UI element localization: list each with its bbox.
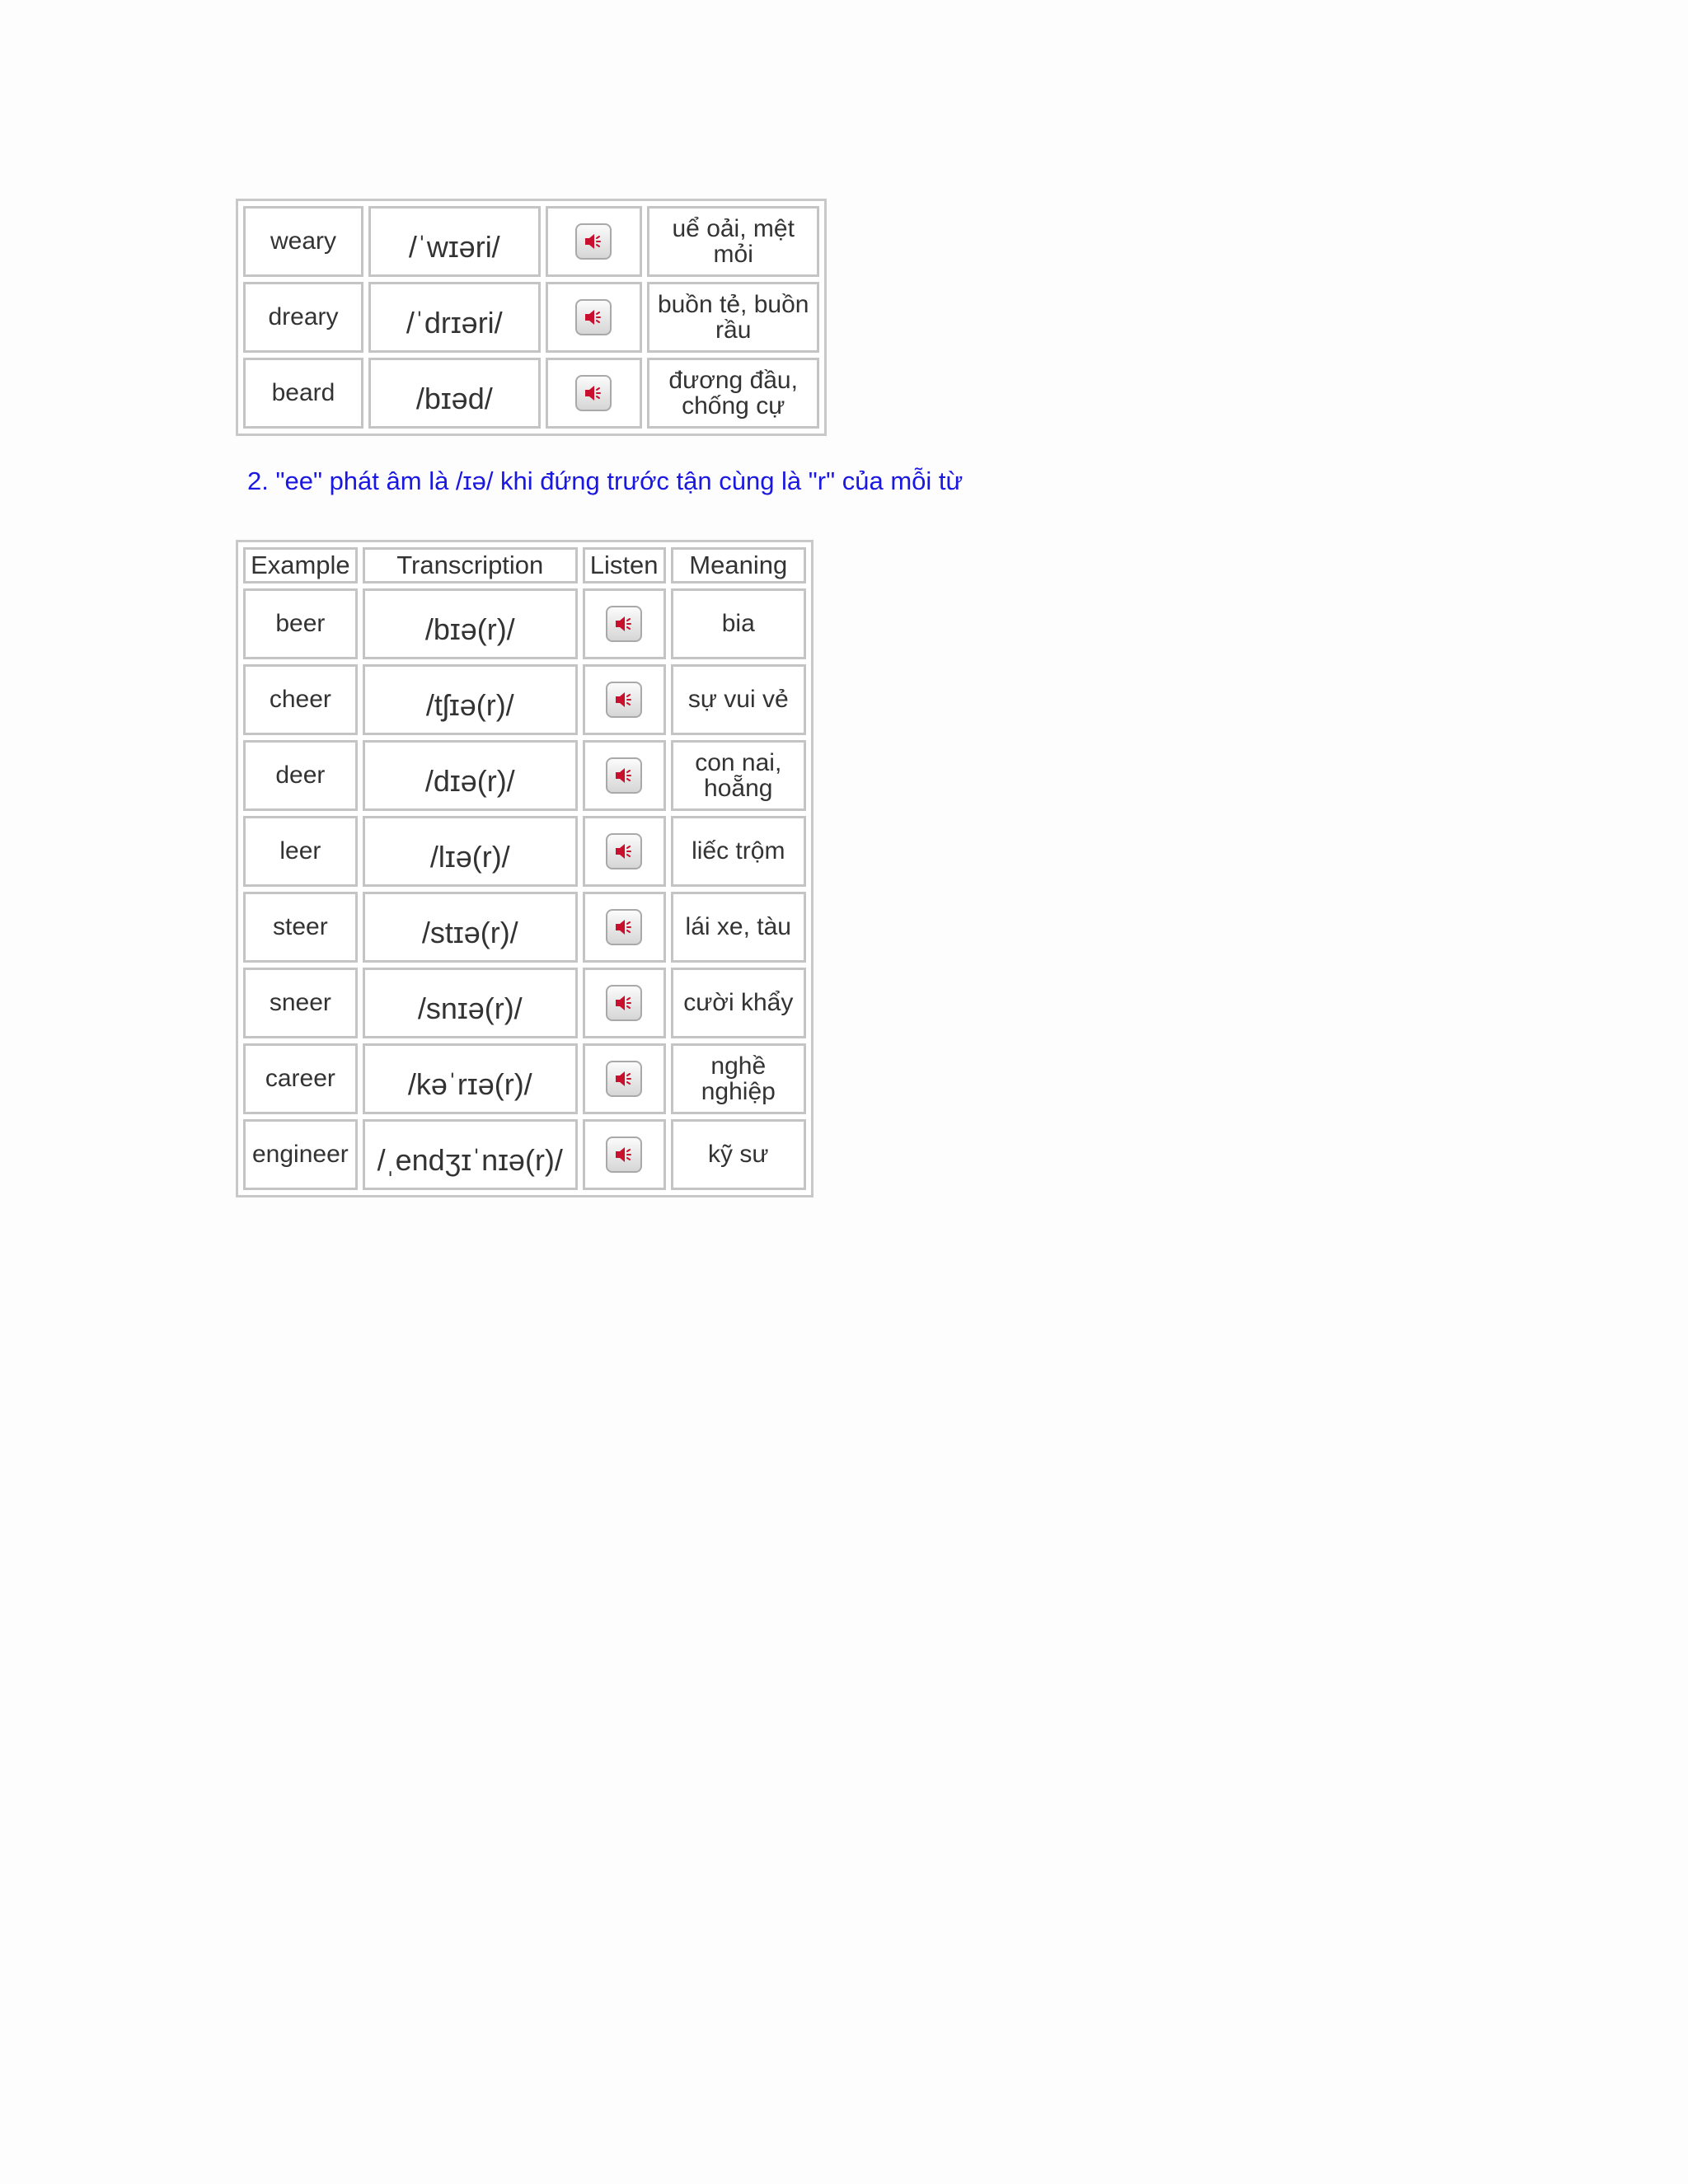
meaning: liếc trộm [671,816,806,887]
transcription: /ˌendʒɪˈnɪə(r)/ [363,1119,578,1190]
meaning: đương đầu, chống cự [647,358,819,429]
listen-cell [583,1119,666,1190]
transcription: /bɪə(r)/ [363,588,578,659]
example-word: beard [243,358,363,429]
transcription: /dɪə(r)/ [363,740,578,811]
vocab-table-2 [236,540,814,1197]
section-heading: 2. "ee" phát âm là /ɪə/ khi đứng trước tận cùng là "r" của mỗi từ [247,466,964,495]
listen-cell [583,588,666,659]
example-word: steer [243,892,358,963]
header-meaning: Meaning [671,547,806,583]
transcription: /bɪəd/ [368,358,541,429]
speaker-icon[interactable] [606,757,642,794]
meaning: con nai, hoẵng [671,740,806,811]
table-row [243,892,806,963]
table-row [243,358,819,429]
transcription: /tʃɪə(r)/ [363,664,578,735]
transcription: /snɪə(r)/ [363,968,578,1038]
header-listen: Listen [583,547,666,583]
listen-cell [583,664,666,735]
listen-cell [583,968,666,1038]
meaning: nghề nghiệp [671,1043,806,1114]
table-row [243,1119,806,1190]
example-word: sneer [243,968,358,1038]
speaker-icon[interactable] [606,833,642,869]
transcription: /ˈwɪəri/ [368,206,541,277]
listen-cell [583,1043,666,1114]
listen-cell [583,816,666,887]
speaker-icon[interactable] [606,985,642,1021]
table-row [243,206,819,277]
speaker-icon[interactable] [606,606,642,642]
meaning: bia [671,588,806,659]
header-transcription: Transcription [363,547,578,583]
table-row [243,816,806,887]
example-word: dreary [243,282,363,353]
transcription: /kəˈrɪə(r)/ [363,1043,578,1114]
listen-cell [546,358,643,429]
table-row [243,1043,806,1114]
speaker-icon[interactable] [606,1061,642,1097]
example-word: deer [243,740,358,811]
meaning: cười khẩy [671,968,806,1038]
transcription: /stɪə(r)/ [363,892,578,963]
meaning: buồn tẻ, buồn rầu [647,282,819,353]
listen-cell [546,282,643,353]
table-row [243,968,806,1038]
meaning: sự vui vẻ [671,664,806,735]
example-word: engineer [243,1119,358,1190]
meaning: lái xe, tàu [671,892,806,963]
table-row [243,740,806,811]
speaker-icon[interactable] [575,375,612,411]
example-word: cheer [243,664,358,735]
example-word: career [243,1043,358,1114]
speaker-icon[interactable] [606,1137,642,1173]
transcription: /ˈdrɪəri/ [368,282,541,353]
meaning: uể oải, mệt mỏi [647,206,819,277]
speaker-icon[interactable] [575,299,612,335]
table-header-row [243,547,806,583]
example-word: beer [243,588,358,659]
speaker-icon[interactable] [606,909,642,945]
transcription: /lɪə(r)/ [363,816,578,887]
listen-cell [583,740,666,811]
listen-cell [546,206,643,277]
table-row [243,588,806,659]
table-row [243,664,806,735]
header-example: Example [243,547,358,583]
meaning: kỹ sư [671,1119,806,1190]
example-word: leer [243,816,358,887]
vocab-table-1 [236,199,827,436]
speaker-icon[interactable] [606,682,642,718]
example-word: weary [243,206,363,277]
speaker-icon[interactable] [575,223,612,260]
table-row [243,282,819,353]
listen-cell [583,892,666,963]
